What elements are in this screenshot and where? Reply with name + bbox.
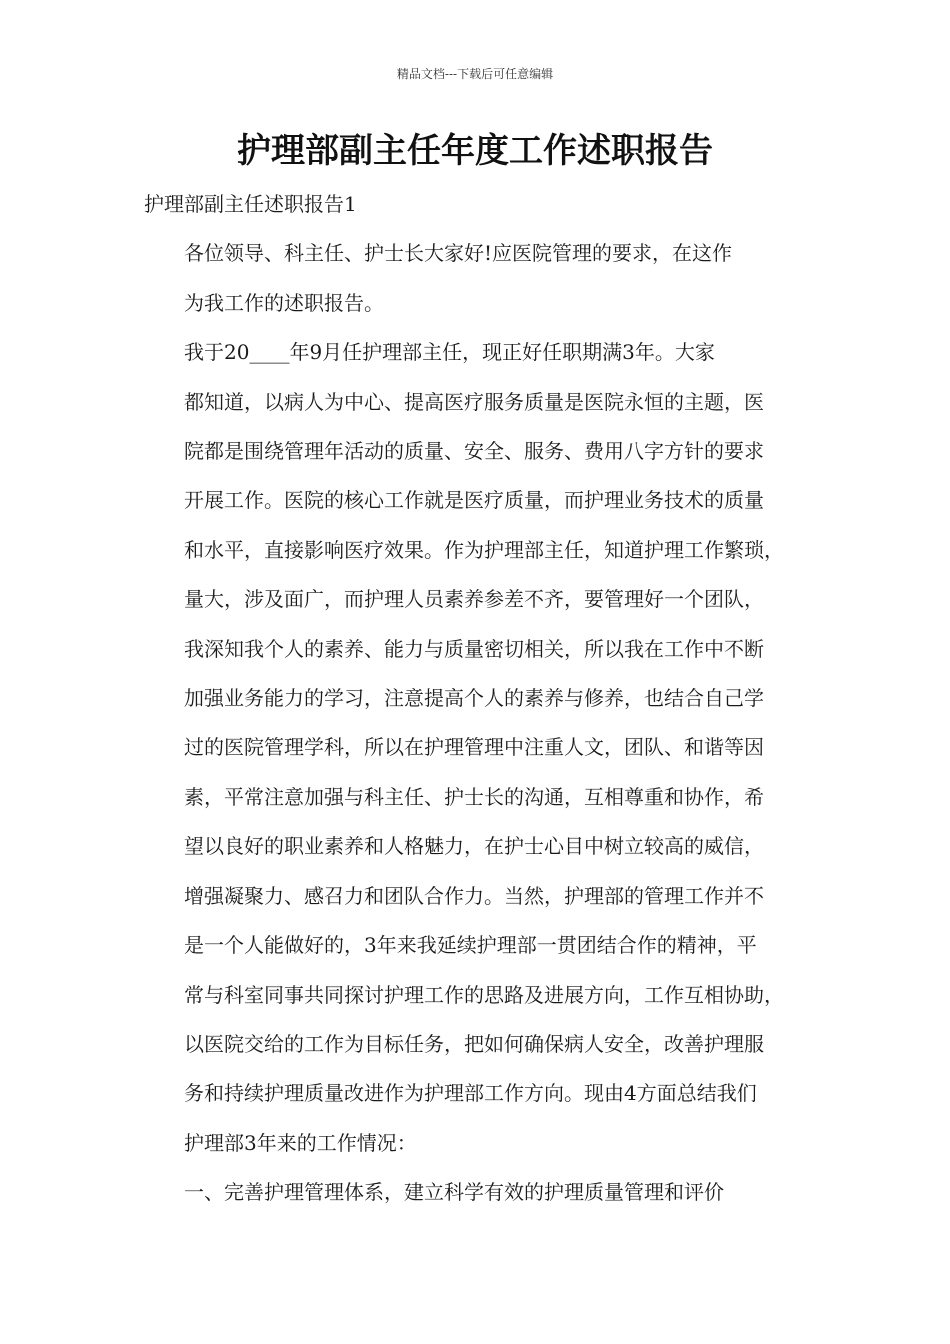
paragraph-line: 开展工作。医院的核心工作就是医疗质量，而护理业务技术的质量 <box>184 488 764 513</box>
paragraph-line: 务和持续护理质量改进作为护理部工作方向。现由4方面总结我们 <box>184 1081 757 1106</box>
paragraph-line: 各位领导、科主任、护士长大家好!应医院管理的要求，在这作 <box>184 241 733 266</box>
paragraph-line: 我深知我个人的素养、能力与质量密切相关，所以我在工作中不断 <box>184 636 764 661</box>
paragraph-line: 为我工作的述职报告。 <box>184 290 384 315</box>
paragraph-line: 和水平，直接影响医疗效果。作为护理部主任，知道护理工作繁琐， <box>184 537 784 562</box>
paragraph-line: 一、完善护理管理体系，建立科学有效的护理质量管理和评价 <box>184 1180 724 1205</box>
paragraph-line: 过的医院管理学科，所以在护理管理中注重人文，团队、和谐等因 <box>184 735 764 760</box>
paragraph-line: 都知道，以病人为中心、提高医疗服务质量是医院永恒的主题，医 <box>184 389 764 414</box>
section-heading-text: 护理部副主任述职报告1 <box>144 192 357 216</box>
paragraph-line: 我于20____年9月任护理部主任，现正好任职期满3年。大家 <box>184 340 715 365</box>
paragraph-main <box>144 328 820 1168</box>
paragraph-line: 以医院交给的工作为目标任务，把如何确保病人安全，改善护理服 <box>184 1031 764 1056</box>
paragraph-line: 护理部3年来的工作情况： <box>184 1130 417 1155</box>
paragraph-line: 素，平常注意加强与科主任、护士长的沟通，互相尊重和协作，希 <box>184 784 764 809</box>
document-body <box>144 180 820 1218</box>
paragraph-line: 是一个人能做好的，3年来我延续护理部一贯团结合作的精神，平 <box>184 933 757 958</box>
document-title: 护理部副主任年度工作述职报告 <box>237 131 713 171</box>
paragraph-line: 院都是围绕管理年活动的质量、安全、服务、费用八字方针的要求 <box>184 439 764 464</box>
header-note: 精品文档---下载后可任意编辑 <box>396 67 554 81</box>
paragraph-line: 量大，涉及面广，而护理人员素养参差不齐，要管理好一个团队， <box>184 587 764 612</box>
paragraph-line: 望以良好的职业素养和人格魅力，在护士心目中树立较高的威信， <box>184 834 764 859</box>
paragraph-greeting <box>144 229 820 328</box>
paragraph-line: 增强凝聚力、感召力和团队合作力。当然，护理部的管理工作并不 <box>184 883 764 908</box>
paragraph-line: 常与科室同事共同探讨护理工作的思路及进展方向，工作互相协助， <box>184 982 784 1007</box>
paragraph-line: 加强业务能力的学习，注意提高个人的素养与修养，也结合自己学 <box>184 686 764 711</box>
section-heading <box>144 180 820 229</box>
paragraph-section-one <box>144 1168 820 1217</box>
